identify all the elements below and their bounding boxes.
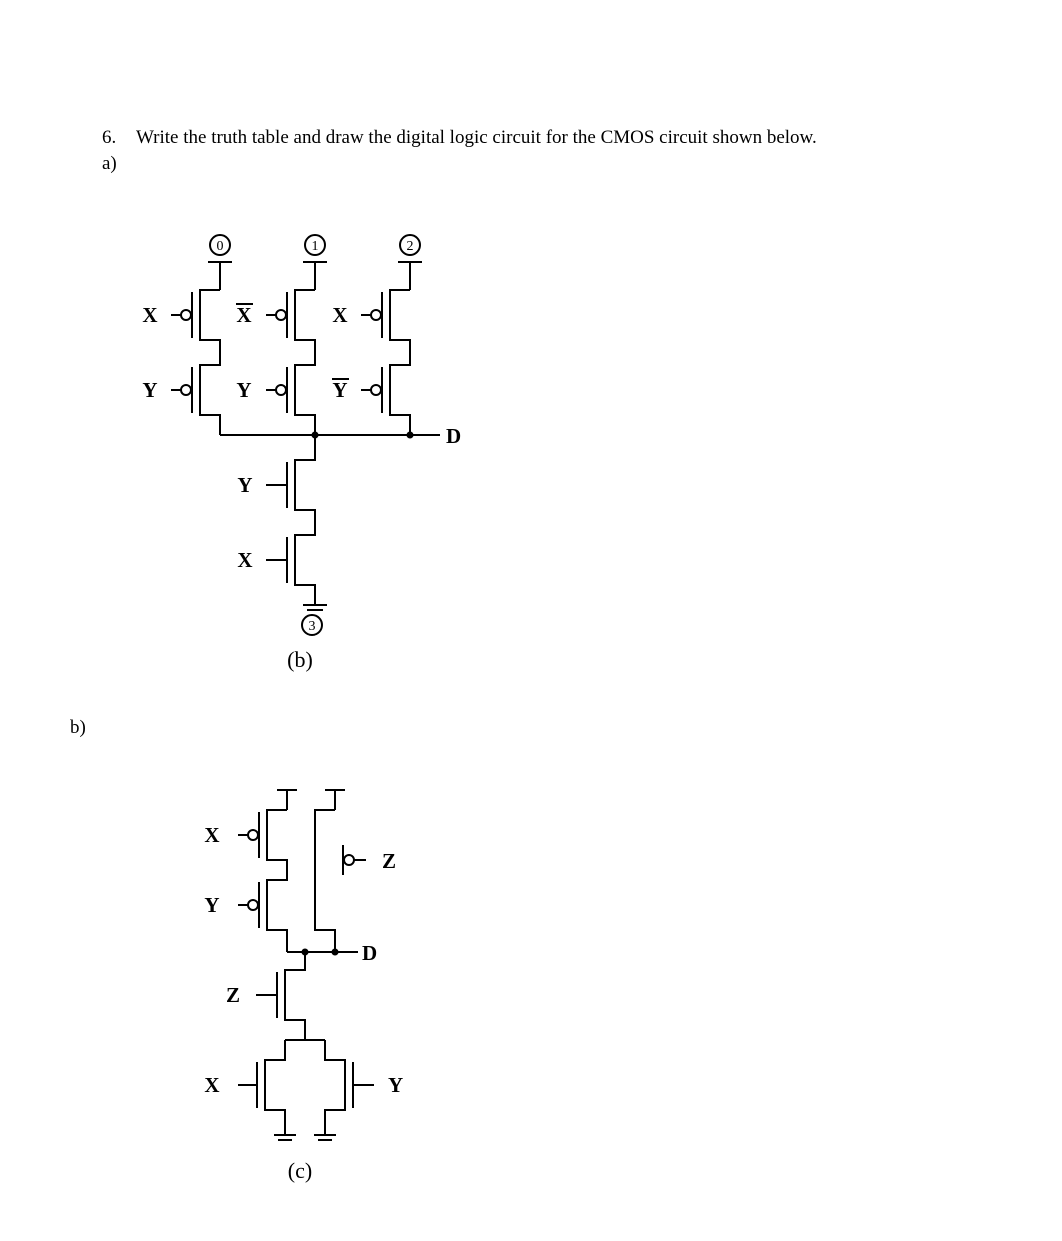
pmos-bubble [248,900,258,910]
gate-label-x: X [142,303,158,327]
nmos-z-gate [256,972,277,1018]
nmos-stack [295,435,315,605]
node-label-3: 3 [308,619,316,634]
pmos-right [315,810,335,952]
pmos-bubble [276,385,286,395]
circuit-b [142,235,461,672]
gate-lead [238,835,248,905]
ground-3 [303,605,327,610]
gate-label-x: X [204,823,220,847]
node-label-2: 2 [406,239,414,254]
caption-b: (b) [287,647,313,672]
output-label-d: D [362,941,378,965]
part-b-label: b) [70,717,86,738]
pmos-bubble [248,830,258,840]
question-text: Write the truth table and draw the digital logic circuit for the CMOS circuit shown below. [136,127,817,148]
junction-dot [332,949,339,956]
ground-right [314,1135,336,1140]
gate-lead [361,315,371,390]
ground-left [274,1135,296,1140]
gate-label-y-bar: Y [332,378,348,402]
gate-lead [266,485,287,560]
gate-label-x: X [332,303,348,327]
node-label-0: 0 [216,239,224,254]
pmos-col3 [390,290,410,435]
pmos-col1 [200,290,220,435]
nmos-x [265,1040,285,1135]
pmos-bubble [181,385,191,395]
gate-label-y: Y [204,893,220,917]
part-a-label: a) [102,153,117,174]
pmos-bubble [371,385,381,395]
gate-label-y: Y [142,378,158,402]
gate-label-z: Z [225,983,241,1007]
nmos-z [285,952,305,1040]
gate-lead [171,315,181,390]
nmos-x-gate [238,1062,257,1108]
caption-c: (c) [287,1158,313,1183]
pmos-bubble [344,855,354,865]
gate-label-x: X [237,548,253,572]
nmos-y-gate [353,1062,374,1108]
pmos-col2 [295,290,315,435]
junction-dot [407,432,414,439]
gate-lead [266,315,276,390]
nmos-y [325,1040,345,1135]
vdd-2 [398,262,422,290]
vdd-1 [303,262,327,290]
pmos-bubble [276,310,286,320]
gate-label-y: Y [236,378,252,402]
vdd-0 [208,262,232,290]
vdd-right [325,790,345,810]
gate-label-z: Z [382,849,397,873]
pmos-bubble [371,310,381,320]
question-number: 6. [102,127,117,148]
gate-label-y: Y [388,1073,404,1097]
node-label-1: 1 [311,239,319,254]
pmos-series [267,810,287,952]
gate-label-x-bar: X [236,303,252,327]
output-label-d: D [446,424,462,448]
gate-label-x: X [204,1073,220,1097]
circuit-c [204,790,403,1183]
vdd-left [277,790,297,810]
gate-label-y: Y [237,473,253,497]
pmos-bubble [181,310,191,320]
